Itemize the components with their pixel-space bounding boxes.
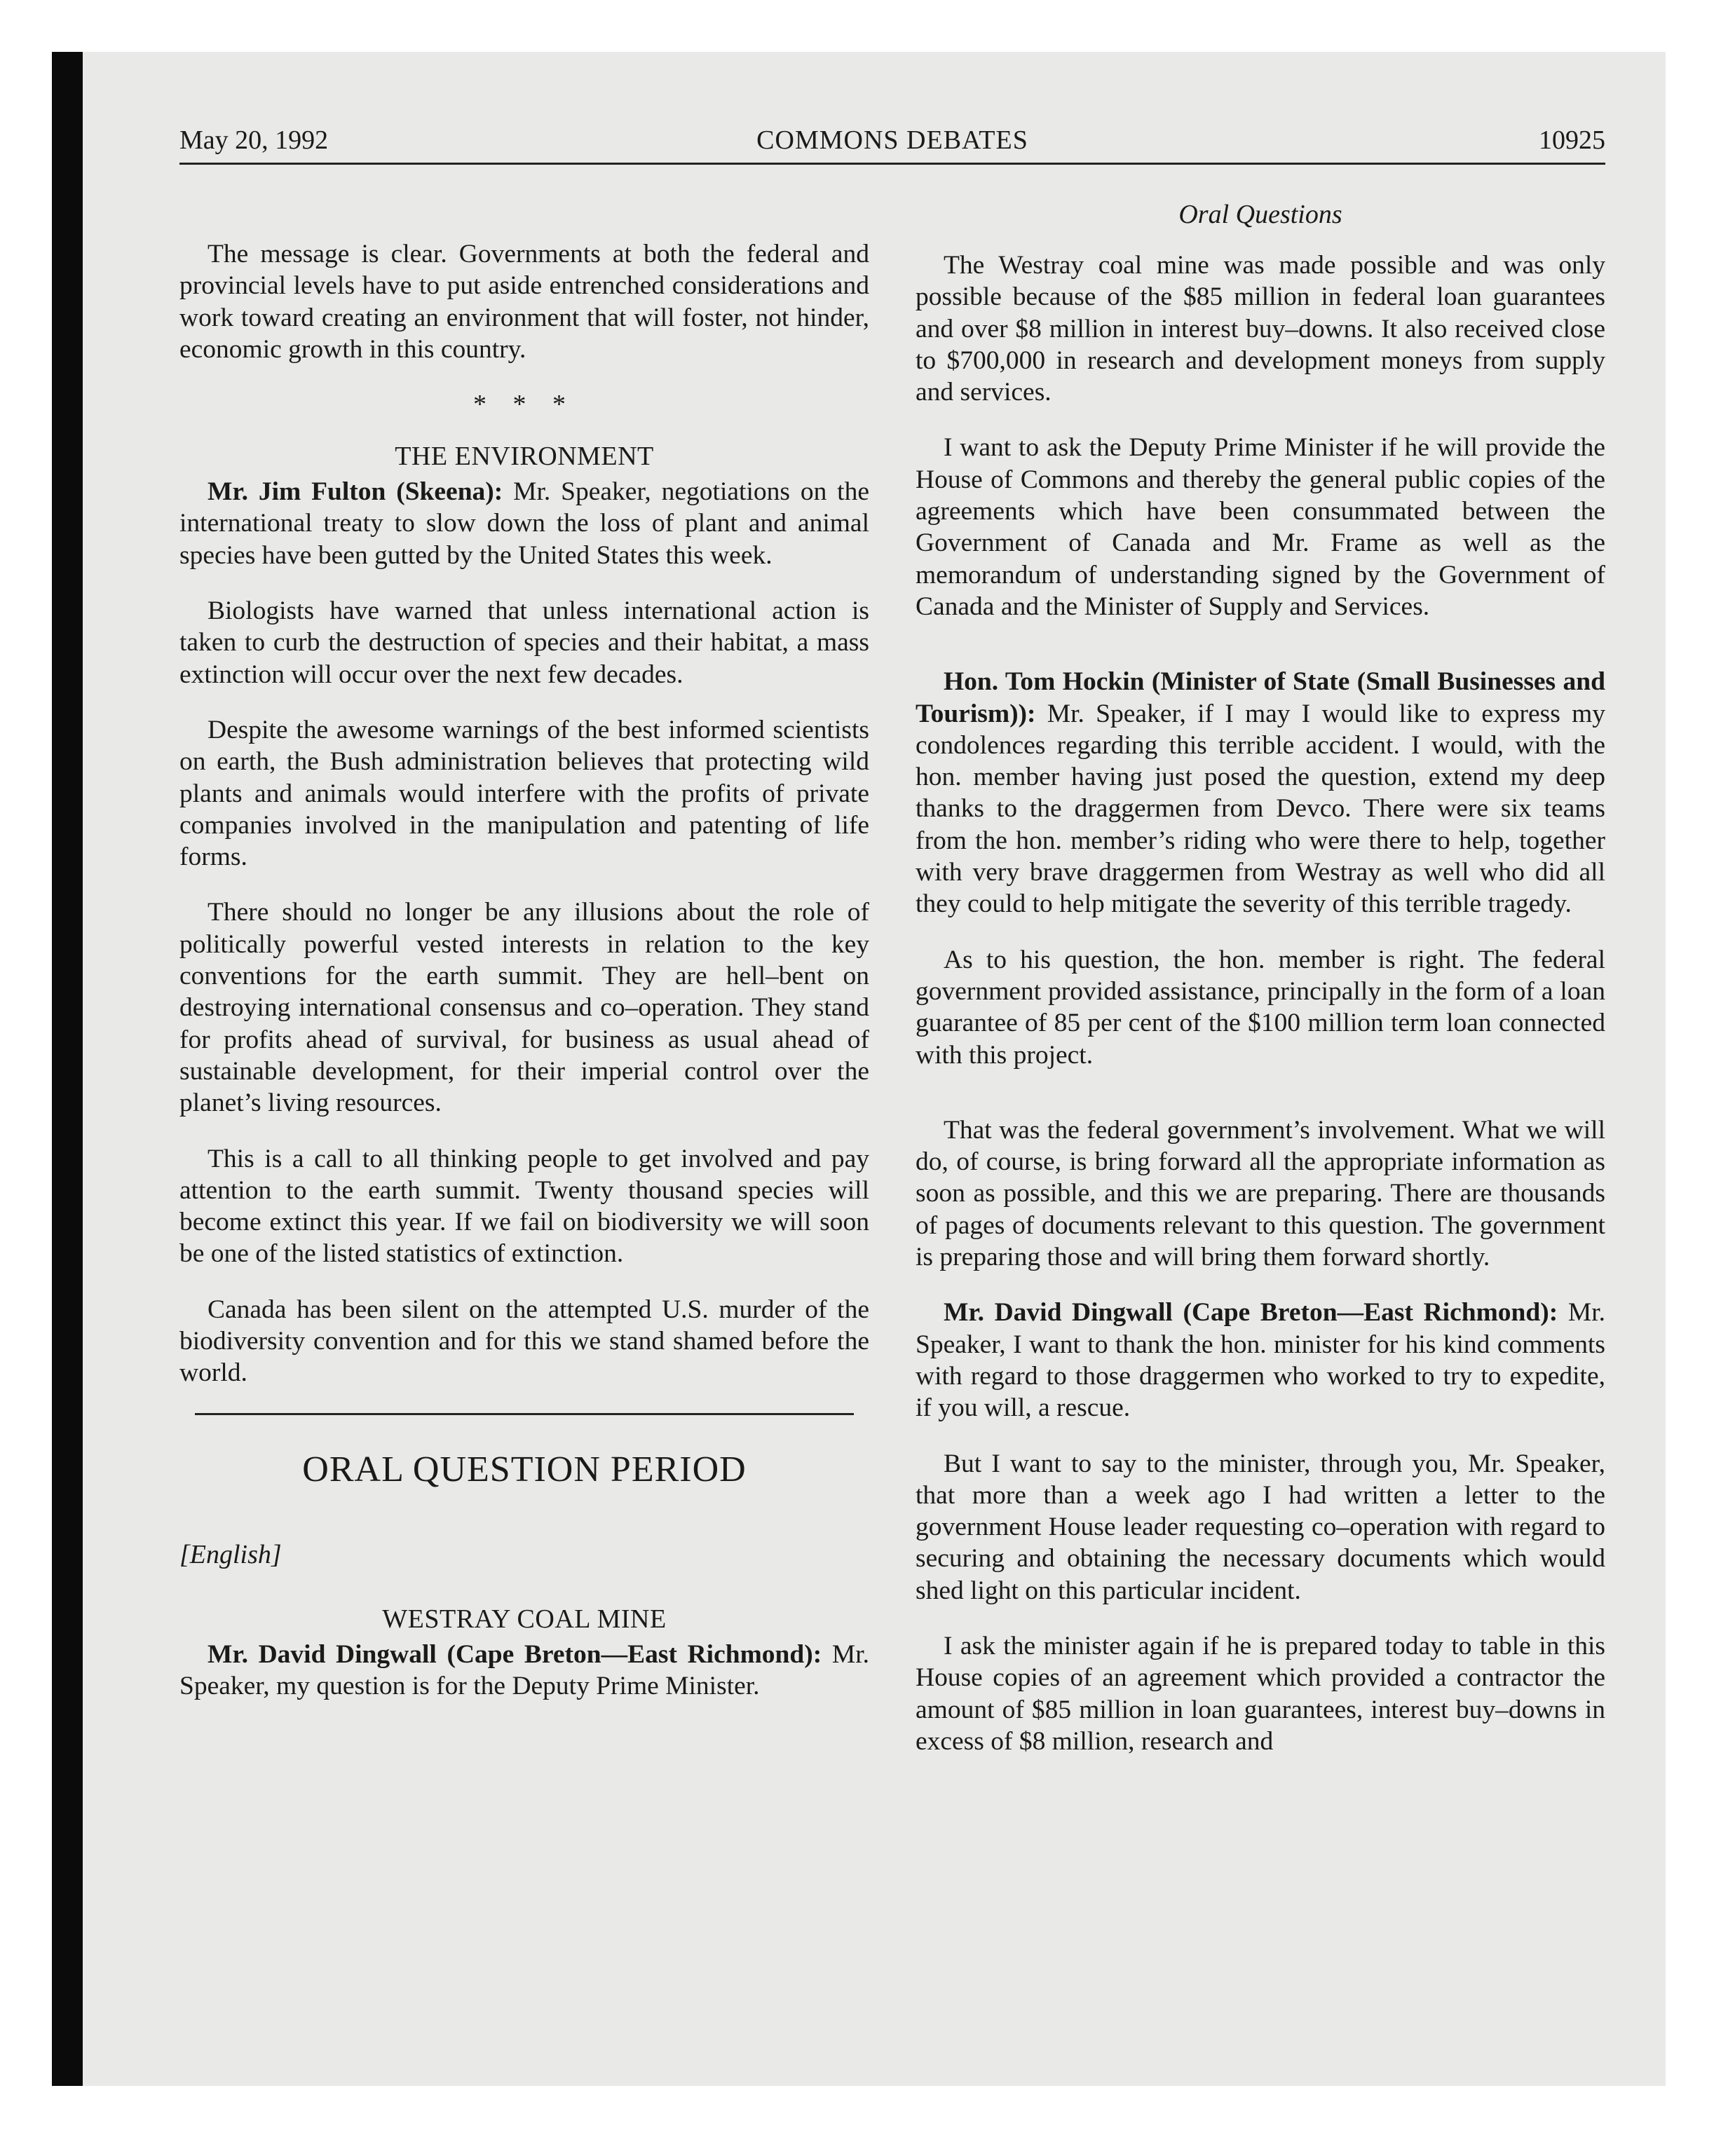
environment-heading: THE ENVIRONMENT — [395, 442, 654, 472]
speaker-hockin: Hon. Tom Hockin (Minister of State (Small Businesses and Tourism)): — [916, 667, 1605, 728]
section-divider — [195, 1413, 854, 1415]
intro-paragraph: The message is clear. Governments at both the federal and provincial levels have to put aside entrenched considerations and work toward creating an environment that will foster, not hinder, economic growth in this country. — [179, 240, 869, 364]
right-column — [916, 175, 1605, 1781]
dingwall-question — [179, 1639, 869, 1703]
speaker-dingwall: Mr. David Dingwall (Cape Breton—East Richmond): — [207, 1639, 822, 1669]
paragraph: As to his question, the hon. member is right. The federal government provided assistance, principally in the form of a loan guarantee of 85 per cent of the $100 million term loan connected with this project. — [916, 945, 1605, 1070]
paragraph: There should no longer be any illusions about the role of politically powerful vested interests in relation to the key conventions for the earth summit. They are hell–bent on destroying international consensus and co–operation. They stand for profits ahead of survival, for business as usual ahead of sustainable development, for their imperial control over the planet’s living resources. — [179, 898, 869, 1118]
paragraph: But I want to say to the minister, through you, Mr. Speaker, that more than a week ago I had written a letter to the government House leader requesting co–operation with regard to securing and obtaining the necessary documents which would shed light on this particular incident. — [916, 1449, 1605, 1605]
dingwall-followup-text: Mr. Speaker, I want to thank the hon. minister for his kind comments with regard to those draggermen who worked to try to expedite, if you will, a rescue. — [916, 1298, 1606, 1423]
hockin-text: Mr. Speaker, if I may I would like to express my condolences regarding this terrible accident. I would, with the hon. member having just posed the question, extend my deep thanks to the draggermen from Devco. There were six teams from the hon. member’s riding who were there to help, together with very brave draggermen from Westray as well who did all they could to help mitigate the severity of this terrible tragedy. — [916, 699, 1606, 919]
oral-question-period-heading: ORAL QUESTION PERIOD — [302, 1449, 747, 1489]
dingwall-question-text: Mr. Speaker, my question is for the Deputy Prime Minister. — [179, 1639, 870, 1700]
oral-questions-label: Oral Questions — [1178, 200, 1342, 229]
header-date: May 20, 1992 — [179, 125, 329, 155]
dingwall-followup — [916, 1297, 1605, 1424]
paragraph: Biologists have warned that unless international action is taken to curb the destruction of species and their habitat, a mass extinction will occur over the next few decades. — [179, 596, 869, 689]
paragraph: Canada has been silent on the attempted U.S. murder of the biodiversity convention and for this we stand shamed before the world. — [179, 1295, 869, 1388]
left-column — [179, 238, 869, 1726]
language-tag: [English] — [179, 1539, 282, 1569]
fulton-text: Mr. Speaker, negotiations on the international treaty to slow down the loss of plant and animal species have been gutted by the United States this week. — [179, 477, 869, 570]
hockin-answer — [916, 666, 1605, 920]
section-separator: * * * — [473, 390, 576, 420]
westray-heading: WESTRAY COAL MINE — [382, 1604, 667, 1634]
scan-border — [52, 52, 83, 2086]
speaker-fulton: Mr. Jim Fulton (Skeena): — [207, 477, 503, 507]
paragraph: The Westray coal mine was made possible and was only possible because of the $85 million in federal loan guarantees and over $8 million in interest buy–downs. It also received close to $700,000 in research and development moneys from supply and services. — [916, 251, 1605, 407]
paragraph: This is a call to all thinking people to get involved and pay attention to the earth summit. Twenty thousand species will become extinct this year. If we fail on biodiversity we will soon be one of the listed statistics of extinction. — [179, 1144, 869, 1269]
speaker-dingwall: Mr. David Dingwall (Cape Breton—East Richmond): — [944, 1298, 1558, 1328]
header-title: COMMONS DEBATES — [756, 125, 1028, 155]
paragraph: I want to ask the Deputy Prime Minister if he will provide the House of Commons and thereby the general public copies of the agreements which have been consummated between the Government of Canada and Mr. Frame as well as the memorandum of understanding signed by the Government of Canada and the Minister of Supply and Services. — [916, 433, 1605, 621]
paragraph: That was the federal government’s involvement. What we will do, of course, is bring forward all the appropriate information as soon as possible, and this we are preparing. There are thousands of pages of documents relevant to this question. The government is preparing those and will bring them forward shortly. — [916, 1115, 1605, 1272]
header-page-number: 10925 — [1539, 125, 1605, 155]
fulton-statement — [179, 476, 869, 571]
paragraph: Despite the awesome warnings of the best informed scientists on earth, the Bush administration believes that protecting wild plants and animals would interfere with the profits of private companies involved in the manipulation and patenting of life forms. — [179, 715, 869, 872]
paragraph: I ask the minister again if he is prepared today to table in this House copies of an agreement which provided a contractor the amount of $85 million in loan guarantees, interest buy–downs in excess of $8 million, research and — [916, 1631, 1605, 1756]
page-header — [179, 119, 1605, 165]
